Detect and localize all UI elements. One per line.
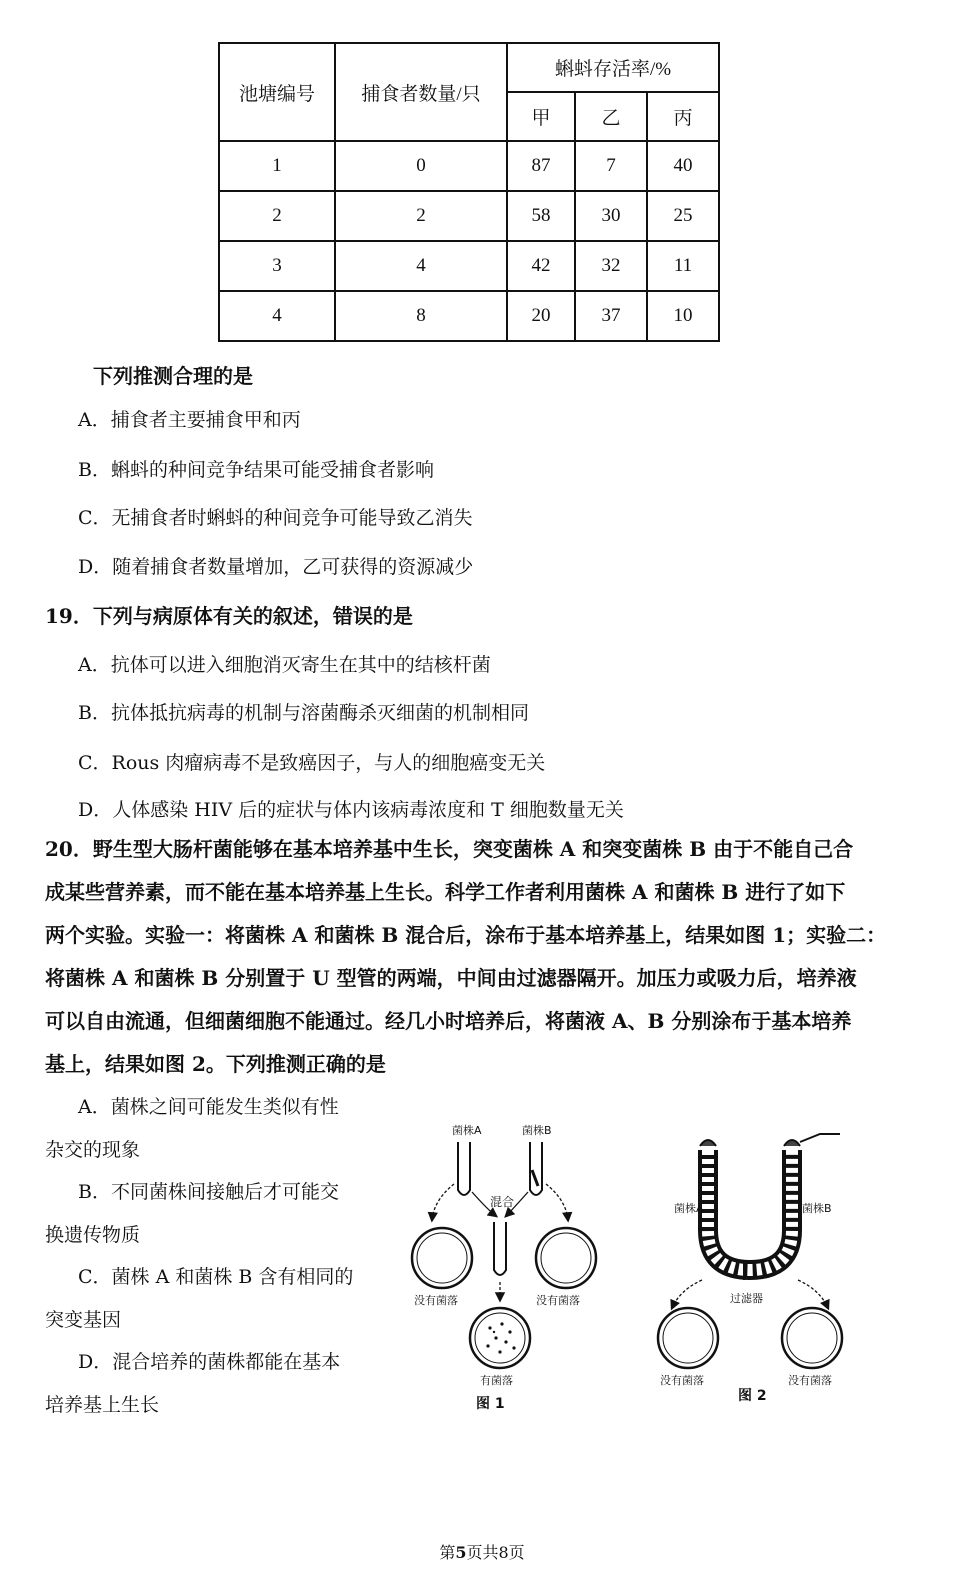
table-cell: 40: [647, 141, 719, 191]
fig1-caption: 图 1: [476, 1396, 505, 1412]
q20-option-a-cont: 杂交的现象: [45, 1139, 141, 1161]
table-cell: 1: [219, 141, 335, 191]
table-cell: 4: [335, 241, 507, 291]
table-cell: 2: [219, 191, 335, 241]
fig2-strain-a-label: 菌株A: [674, 1202, 704, 1215]
fig1-arrow-right: [546, 1184, 568, 1220]
header-species-jia: 甲: [507, 92, 575, 141]
fig1-dish-right: [536, 1228, 596, 1288]
q19-option-a: A．抗体可以进入细胞消灭寄生在其中的结核杆菌: [78, 654, 491, 676]
fig1-tube-b: [530, 1142, 542, 1195]
header-species-yi: 乙: [575, 92, 647, 141]
footer-suffix: 页: [508, 1543, 525, 1562]
q20-option-d: D．混合培养的菌株都能在基本: [78, 1351, 341, 1373]
fig2-arrow-right: [798, 1280, 828, 1308]
table-cell: 7: [575, 141, 647, 191]
table-cell: 2: [335, 191, 507, 241]
q20-line: 成某些营养素，而不能在基本培养基上生长。科学工作者利用菌株 A 和菌株 B 进行了如下: [45, 880, 846, 904]
fig2-u-tube: [708, 1150, 792, 1270]
q19-option-d: D．人体感染 HIV 后的症状与体内该病毒浓度和 T 细胞数量无关: [78, 799, 624, 821]
fig2-filter-label: 过滤器: [730, 1292, 763, 1305]
page-footer: [0, 1540, 964, 1563]
q20-line: 将菌株 A 和菌株 B 分别置于 U 型管的两端，中间由过滤器隔开。加压力或吸力后，培养液: [45, 966, 857, 990]
table-row: [219, 191, 719, 241]
fig2-dish-left: [658, 1308, 718, 1368]
q20-option-c-cont: 突变基因: [45, 1309, 122, 1331]
table-row: [219, 141, 719, 191]
table-cell: 42: [507, 241, 575, 291]
table-cell: 10: [647, 291, 719, 341]
fig1-dish-colonies: [470, 1308, 530, 1368]
table-cell: 8: [335, 291, 507, 341]
figure-2: [658, 1134, 842, 1404]
q18-option-c: C．无捕食者时蝌蚪的种间竞争可能导致乙消失: [78, 507, 473, 529]
footer-middle: 页共: [466, 1543, 499, 1562]
experiment-figures: [410, 1120, 890, 1420]
q18-stem: 下列推测合理的是: [93, 364, 253, 388]
fig1-arrow-left: [432, 1184, 454, 1220]
fig1-strain-a-label: 菌株A: [452, 1124, 482, 1137]
table-cell: 58: [507, 191, 575, 241]
table-cell: 87: [507, 141, 575, 191]
header-pond: 池塘编号: [219, 43, 335, 141]
table-cell: 25: [647, 191, 719, 241]
q20-option-a: A．菌株之间可能发生类似有性: [78, 1096, 339, 1118]
q19-option-b: B．抗体抵抗病毒的机制与溶菌酶杀灭细菌的机制相同: [78, 702, 529, 724]
fig2-dish-right: [782, 1308, 842, 1368]
footer-prefix: 第: [439, 1543, 456, 1562]
header-predators: 捕食者数量/只: [335, 43, 507, 141]
table-row: [219, 291, 719, 341]
fig1-tube-a: [458, 1142, 470, 1195]
q20-line: 两个实验。实验一：将菌株 A 和菌株 B 混合后，涂布于基本培养基上，结果如图 1；实验二：: [45, 923, 887, 947]
q19-stem: 19．下列与病原体有关的叙述，错误的是: [45, 604, 413, 628]
q19-option-c: C．Rous 肉瘤病毒不是致癌因子，与人的细胞癌变无关: [78, 752, 546, 774]
fig1-dish-left: [412, 1228, 472, 1288]
header-species-bing: 丙: [647, 92, 719, 141]
q18-option-d: D．随着捕食者数量增加，乙可获得的资源减少: [78, 556, 474, 578]
header-survival: 蝌蚪存活率/%: [507, 43, 719, 92]
table-cell: 30: [575, 191, 647, 241]
fig2-no-colony-left: 没有菌落: [660, 1374, 704, 1387]
fig2-pressure-tube: [800, 1134, 840, 1142]
table-cell: 37: [575, 291, 647, 341]
fig2-cap-right: [784, 1140, 800, 1146]
fig1-colonies: [486, 1322, 515, 1353]
table-cell: 20: [507, 291, 575, 341]
q20-line: 可以自由流通，但细菌细胞不能通过。经几小时培养后，将菌液 A、B 分别涂布于基本培养: [45, 1009, 852, 1033]
fig2-cap-left: [700, 1140, 716, 1146]
q20-stem: [45, 828, 915, 1086]
figure-1: [412, 1123, 596, 1412]
q20-line: 20．野生型大肠杆菌能够在基本培养基中生长，突变菌株 A 和突变菌株 B 由于不能自己合: [45, 837, 854, 861]
fig2-strain-b-label: 菌株B: [802, 1202, 832, 1215]
fig2-caption: 图 2: [738, 1388, 767, 1404]
table-cell: 4: [219, 291, 335, 341]
q20-option-b-cont: 换遗传物质: [45, 1224, 141, 1246]
survival-table: [218, 42, 720, 342]
fig1-mix-label: 混合: [490, 1195, 515, 1209]
table-cell: 32: [575, 241, 647, 291]
q18-option-a: A．捕食者主要捕食甲和丙: [78, 409, 301, 431]
fig1-tube-b-content: [532, 1170, 538, 1186]
q20-option-b: B．不同菌株间接触后才可能交: [78, 1181, 339, 1203]
q20-option-d-cont: 培养基上生长: [45, 1394, 160, 1416]
q20-option-c: C．菌株 A 和菌株 B 含有相同的: [78, 1266, 354, 1288]
table-cell: 11: [647, 241, 719, 291]
footer-total-pages: 8: [498, 1543, 509, 1562]
fig1-strain-b-label: 菌株B: [522, 1124, 552, 1137]
table-cell: 0: [335, 141, 507, 191]
table-cell: 3: [219, 241, 335, 291]
fig2-arrow-left: [672, 1280, 702, 1308]
q20-line: 基上，结果如图 2。下列推测正确的是: [45, 1052, 386, 1076]
fig1-tube-mix: [494, 1222, 506, 1275]
footer-page-number: 5: [455, 1543, 467, 1562]
q18-option-b: B．蝌蚪的种间竞争结果可能受捕食者影响: [78, 459, 434, 481]
fig1-no-colony-left: 没有菌落: [414, 1294, 458, 1307]
fig2-no-colony-right: 没有菌落: [788, 1374, 832, 1387]
fig1-no-colony-right: 没有菌落: [536, 1294, 580, 1307]
fig1-has-colony: 有菌落: [480, 1374, 513, 1387]
table-row: [219, 241, 719, 291]
